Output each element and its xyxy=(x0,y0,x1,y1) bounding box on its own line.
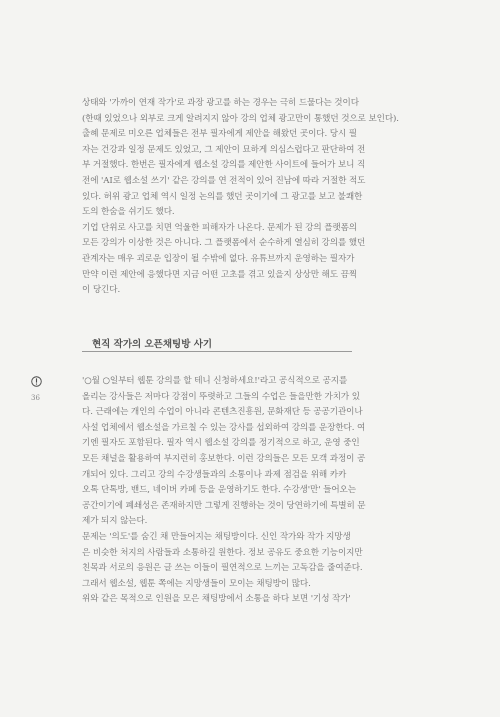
exclamation-icon xyxy=(31,376,42,387)
text-line: 있다. 허위 광고 업체 역시 일정 논의를 했던 곳이기에 그 광고를 보고 불쾌한 xyxy=(82,191,363,202)
text-line: 문제는 '의도'를 숨긴 채 만들어지는 채팅방이다. 신인 작가와 작가 지망생 xyxy=(82,531,351,542)
text-line: 공간이기에 폐쇄성은 존재하지만 그렇게 진행하는 것이 당연하기에 특별히 문 xyxy=(82,500,366,511)
section-divider xyxy=(82,351,352,352)
text-line: 부 거절했다. 한번은 필자에게 웹소설 강의를 제안한 사이트에 들어가 보니 직 xyxy=(82,160,366,171)
text-line: (한때 있었으나 외부로 크게 알려지지 않아 강의 업체 광고만이 통했던 것으로 보인다). xyxy=(82,113,399,124)
text-line: 다. 근래에는 개인의 수업이 아니라 콘텐츠진흥원, 문화재단 등 공공기관이나 xyxy=(82,407,363,418)
text-line: 도의 한숨을 쉬기도 했다. xyxy=(82,207,175,218)
text-line: 이 당긴다. xyxy=(82,285,121,296)
text-line: 출혜 문제로 미오른 업체들은 전부 필자에게 제안을 해왔던 곳이다. 당시 필 xyxy=(82,129,357,140)
text-line: 사설 업체에서 웹소설을 가르칠 수 있는 강사를 섭외하여 강의를 운장한다. 여 xyxy=(82,422,366,433)
text-line: 모든 강의가 이상한 것은 아니다. 그 플랫폼에서 순수하게 열심히 강의를 했던 xyxy=(82,238,366,249)
text-line: 전에 'AI로 웹소설 쓰기' 같은 강의를 연 전적이 있어 진남에 따라 거절한 적도 xyxy=(82,175,366,186)
text-line: 상태와 '가까이 연재 작가'로 과장 광고를 하는 경우는 극히 드물다는 것이다 xyxy=(82,98,359,108)
text-line: 기엔 필자도 포함된다. 필자 역시 웹소설 강의를 정기적으로 하고, 운영 중인 xyxy=(82,438,360,449)
text-line: '○월 ○일부터 웹툰 강의를 할 테니 신청하세요!'라고 공식적으로 공지를 xyxy=(82,376,348,386)
text-line: 올리는 강사들은 저마다 강점이 뚜렷하고 그들의 수업은 들을만한 가치가 있 xyxy=(82,391,360,402)
text-line: 친목과 서로의 응원은 글 쓰는 이들이 필연적으로 느끼는 고독감을 줄여준다. xyxy=(82,563,363,574)
text-line: 위와 같은 목적으로 인원을 모은 채팅방에서 소통을 하다 보면 '기성 작가' xyxy=(82,594,351,605)
text-line: 제가 되지 않는다. xyxy=(82,516,148,527)
text-line: 은 비슷한 처지의 사람들과 소통하길 원한다. 정보 공유도 중요한 기능이지만 xyxy=(82,547,363,558)
text-line: 개되어 있다. 그리고 강의 수강생들과의 소통이나 과제 점검을 위해 카카 xyxy=(82,469,347,480)
text-line: 그래서 웹소설, 웹툰 쪽에는 지망생들이 모이는 채팅방이 많다. xyxy=(82,578,311,589)
text-line: 모든 채널을 활용하여 부지런히 홍보한다. 이런 강의들은 모든 모객 과정이 공 xyxy=(82,453,366,464)
body-text-block-1 xyxy=(82,96,442,299)
text-line: 오톡 단톡방, 밴드, 네이버 카페 등을 운영하기도 한다. 수강생'만' 들어오는 xyxy=(82,485,356,496)
text-line: 기업 단위로 사고를 치면 억울한 피해자가 나온다. 문제가 된 강의 플랫폼의 xyxy=(82,222,357,233)
text-line: 관계자는 매우 괴로운 입장이 될 수밖에 없다. 유튜브까지 운영하는 필자가 xyxy=(82,253,355,264)
text-line: 만약 이런 제안에 응했다면 지금 어떤 고초를 겪고 있을지 상상만 해도 끔찍 xyxy=(82,269,357,280)
body-text-block-2 xyxy=(82,374,442,608)
page-number: 36 xyxy=(31,394,40,402)
text-line: 자는 건강과 일정 문제도 있었고, 그 제안이 묘하게 의심스럽다고 판단하여 전 xyxy=(82,144,366,155)
section-title: 현직 작가의 오픈채팅방 사기 xyxy=(92,339,213,350)
